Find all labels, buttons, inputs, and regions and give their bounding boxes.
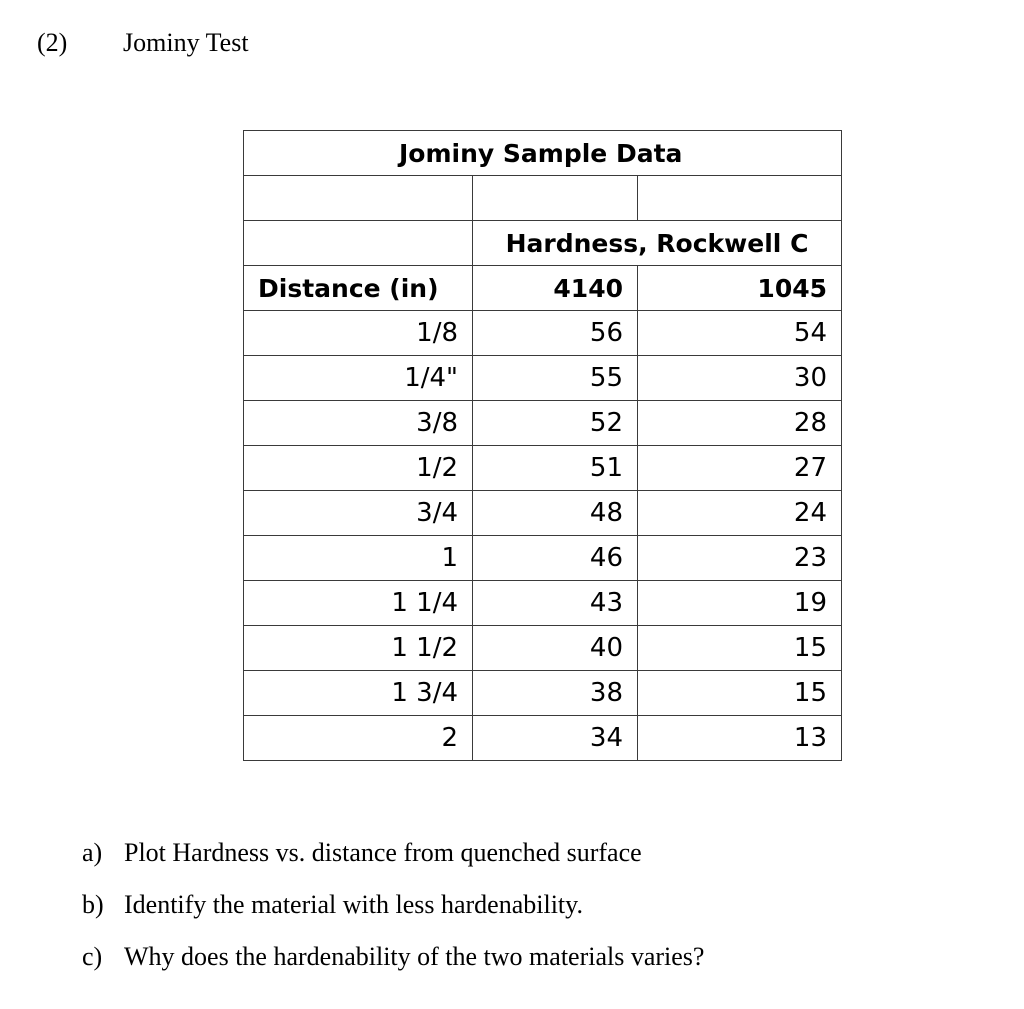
table-row xyxy=(244,581,842,626)
table-row xyxy=(244,446,842,491)
table-column-header-row xyxy=(244,266,842,311)
hardness-1045-cell: 54 xyxy=(638,311,842,356)
hardness-4140-cell: 40 xyxy=(473,626,638,671)
empty-cell xyxy=(244,176,473,221)
hardness-1045-cell: 23 xyxy=(638,536,842,581)
empty-cell xyxy=(244,221,473,266)
table-title-row xyxy=(244,131,842,176)
question-item-b xyxy=(82,890,704,942)
empty-cell xyxy=(638,176,842,221)
hardness-4140-cell: 51 xyxy=(473,446,638,491)
distance-cell: 3/8 xyxy=(244,401,473,446)
question-label: b) xyxy=(82,890,104,919)
question-item-a xyxy=(82,838,704,890)
table-empty-row xyxy=(244,176,842,221)
hardness-4140-cell: 55 xyxy=(473,356,638,401)
hardness-4140-cell: 52 xyxy=(473,401,638,446)
table-row xyxy=(244,626,842,671)
empty-cell xyxy=(473,176,638,221)
table-title: Jominy Sample Data xyxy=(244,131,842,176)
hardness-4140-cell: 38 xyxy=(473,671,638,716)
table-row xyxy=(244,311,842,356)
column-header-4140: 4140 xyxy=(473,266,638,311)
question-text: Identify the material with less hardenability. xyxy=(124,890,583,919)
distance-cell: 1 xyxy=(244,536,473,581)
question-text: Why does the hardenability of the two materials varies? xyxy=(124,942,705,971)
question-label: a) xyxy=(82,838,103,867)
hardness-4140-cell: 34 xyxy=(473,716,638,761)
column-header-1045: 1045 xyxy=(638,266,842,311)
question-text: Plot Hardness vs. distance from quenched surface xyxy=(124,838,642,867)
hardness-4140-cell: 46 xyxy=(473,536,638,581)
table-row xyxy=(244,401,842,446)
jominy-table-container xyxy=(243,130,841,761)
question-label: c) xyxy=(82,942,103,971)
hardness-1045-cell: 15 xyxy=(638,671,842,716)
table-row xyxy=(244,356,842,401)
hardness-1045-cell: 15 xyxy=(638,626,842,671)
table-group-header-row xyxy=(244,221,842,266)
distance-cell: 1 1/4 xyxy=(244,581,473,626)
hardness-1045-cell: 27 xyxy=(638,446,842,491)
question-list xyxy=(82,838,704,994)
jominy-data-table xyxy=(243,130,842,761)
hardness-1045-cell: 24 xyxy=(638,491,842,536)
table-row xyxy=(244,536,842,581)
hardness-1045-cell: 19 xyxy=(638,581,842,626)
hardness-4140-cell: 56 xyxy=(473,311,638,356)
distance-cell: 1 1/2 xyxy=(244,626,473,671)
question-title: Jominy Test xyxy=(123,28,249,57)
table-row xyxy=(244,491,842,536)
distance-cell: 3/4 xyxy=(244,491,473,536)
column-header-distance: Distance (in) xyxy=(244,266,473,311)
table-row xyxy=(244,716,842,761)
table-row xyxy=(244,671,842,716)
hardness-1045-cell: 30 xyxy=(638,356,842,401)
distance-cell: 2 xyxy=(244,716,473,761)
distance-cell: 1/8 xyxy=(244,311,473,356)
question-item-c xyxy=(82,942,704,994)
question-number: (2) xyxy=(37,28,68,57)
distance-cell: 1/4" xyxy=(244,356,473,401)
hardness-4140-cell: 48 xyxy=(473,491,638,536)
hardness-4140-cell: 43 xyxy=(473,581,638,626)
hardness-1045-cell: 28 xyxy=(638,401,842,446)
hardness-group-header: Hardness, Rockwell C xyxy=(473,221,842,266)
hardness-1045-cell: 13 xyxy=(638,716,842,761)
distance-cell: 1/2 xyxy=(244,446,473,491)
distance-cell: 1 3/4 xyxy=(244,671,473,716)
